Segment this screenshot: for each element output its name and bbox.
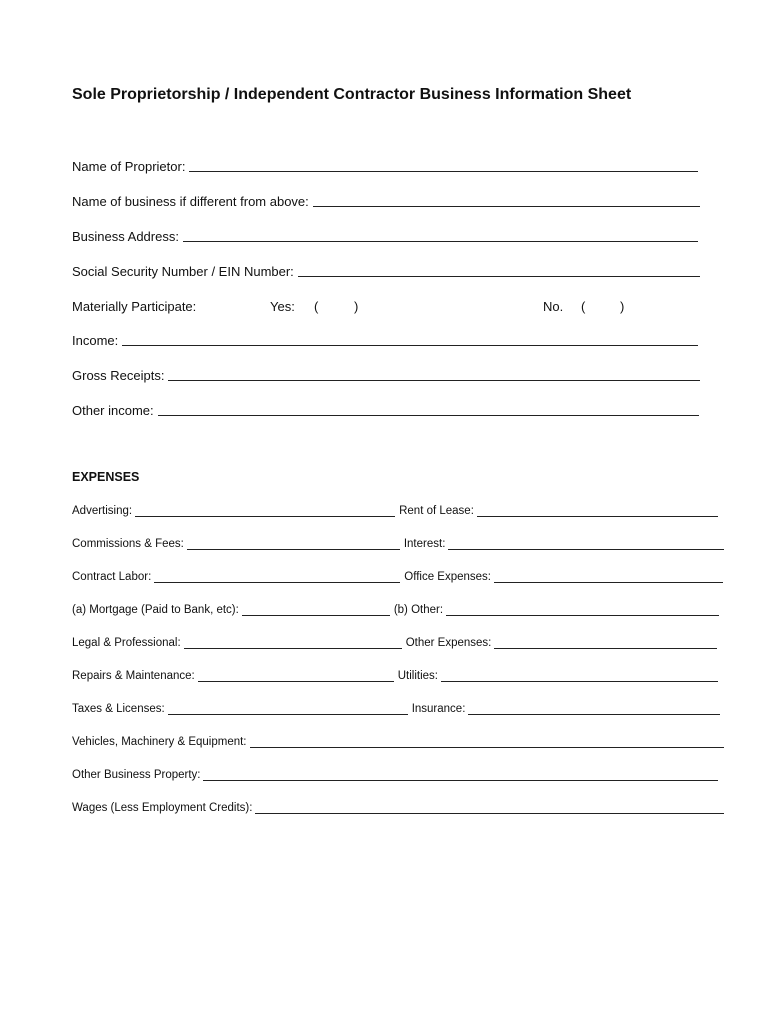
rent-label: Rent of Lease: bbox=[399, 505, 474, 517]
ssn-ein-input[interactable] bbox=[298, 276, 700, 277]
income-label: Income: bbox=[72, 333, 119, 348]
commissions-label: Commissions & Fees: bbox=[72, 538, 184, 550]
income-row bbox=[72, 332, 698, 349]
other-b-label: (b) Other: bbox=[393, 604, 444, 616]
address-input[interactable] bbox=[183, 241, 698, 242]
income-input[interactable] bbox=[122, 345, 698, 346]
yes-label: Yes: bbox=[270, 299, 295, 314]
advertising-label: Advertising: bbox=[72, 505, 133, 517]
ssn-ein-row bbox=[72, 263, 700, 280]
business-name-label: Name of business if different from above: bbox=[72, 194, 309, 209]
other-income-row bbox=[72, 402, 699, 419]
other-expenses-input[interactable] bbox=[494, 648, 717, 649]
yes-open-paren[interactable]: ( bbox=[314, 299, 319, 314]
contract-labor-input[interactable] bbox=[154, 582, 400, 583]
interest-input[interactable] bbox=[448, 549, 724, 550]
utilities-input[interactable] bbox=[441, 681, 718, 682]
business-name-row bbox=[72, 193, 700, 210]
commissions-input[interactable] bbox=[187, 549, 400, 550]
gross-receipts-row bbox=[72, 367, 700, 384]
vehicles-label: Vehicles, Machinery & Equipment: bbox=[72, 736, 247, 748]
proprietor-row bbox=[72, 158, 698, 175]
yes-close-paren[interactable]: ) bbox=[354, 299, 359, 314]
rent-input[interactable] bbox=[477, 516, 718, 517]
wages-label: Wages (Less Employment Credits): bbox=[72, 802, 253, 814]
insurance-label: Insurance: bbox=[411, 703, 466, 715]
ssn-ein-label: Social Security Number / EIN Number: bbox=[72, 264, 294, 279]
other-expenses-label: Other Expenses: bbox=[405, 637, 492, 649]
address-label: Business Address: bbox=[72, 229, 179, 244]
no-label: No. bbox=[543, 299, 564, 314]
vehicles-input[interactable] bbox=[250, 747, 724, 748]
materially-participate-label: Materially Participate: bbox=[72, 299, 197, 314]
no-open-paren[interactable]: ( bbox=[581, 299, 586, 314]
expense-row-taxes bbox=[72, 702, 720, 717]
mortgage-input[interactable] bbox=[242, 615, 390, 616]
business-name-input[interactable] bbox=[313, 206, 700, 207]
expense-row-commissions bbox=[72, 537, 724, 552]
taxes-label: Taxes & Licenses: bbox=[72, 703, 165, 715]
wages-input[interactable] bbox=[255, 813, 724, 814]
other-income-label: Other income: bbox=[72, 403, 154, 418]
expenses-heading: EXPENSES bbox=[72, 470, 140, 484]
office-expenses-input[interactable] bbox=[494, 582, 723, 583]
other-income-input[interactable] bbox=[158, 415, 699, 416]
insurance-input[interactable] bbox=[468, 714, 720, 715]
mortgage-label: (a) Mortgage (Paid to Bank, etc): bbox=[72, 604, 239, 616]
advertising-input[interactable] bbox=[135, 516, 395, 517]
no-close-paren[interactable]: ) bbox=[620, 299, 625, 314]
proprietor-input[interactable] bbox=[189, 171, 698, 172]
contract-labor-label: Contract Labor: bbox=[72, 571, 152, 583]
expense-row-repairs bbox=[72, 669, 718, 684]
page-title: Sole Proprietorship / Independent Contractor Business Information Sheet bbox=[72, 86, 632, 103]
expense-row-other-property bbox=[72, 768, 718, 783]
interest-label: Interest: bbox=[403, 538, 446, 550]
expense-row-contract-labor bbox=[72, 570, 723, 585]
repairs-input[interactable] bbox=[198, 681, 394, 682]
legal-input[interactable] bbox=[184, 648, 402, 649]
expense-row-wages bbox=[72, 801, 724, 816]
proprietor-label: Name of Proprietor: bbox=[72, 159, 186, 174]
taxes-input[interactable] bbox=[168, 714, 408, 715]
other-property-label: Other Business Property: bbox=[72, 769, 201, 781]
office-expenses-label: Office Expenses: bbox=[404, 571, 491, 583]
repairs-label: Repairs & Maintenance: bbox=[72, 670, 195, 682]
address-row bbox=[72, 228, 698, 245]
expense-row-legal bbox=[72, 636, 717, 651]
utilities-label: Utilities: bbox=[397, 670, 438, 682]
expense-row-mortgage bbox=[72, 603, 719, 618]
other-b-input[interactable] bbox=[446, 615, 719, 616]
legal-label: Legal & Professional: bbox=[72, 637, 181, 649]
gross-receipts-input[interactable] bbox=[168, 380, 700, 381]
expense-row-advertising bbox=[72, 504, 718, 519]
other-property-input[interactable] bbox=[203, 780, 718, 781]
expense-row-vehicles bbox=[72, 735, 724, 750]
gross-receipts-label: Gross Receipts: bbox=[72, 368, 165, 383]
